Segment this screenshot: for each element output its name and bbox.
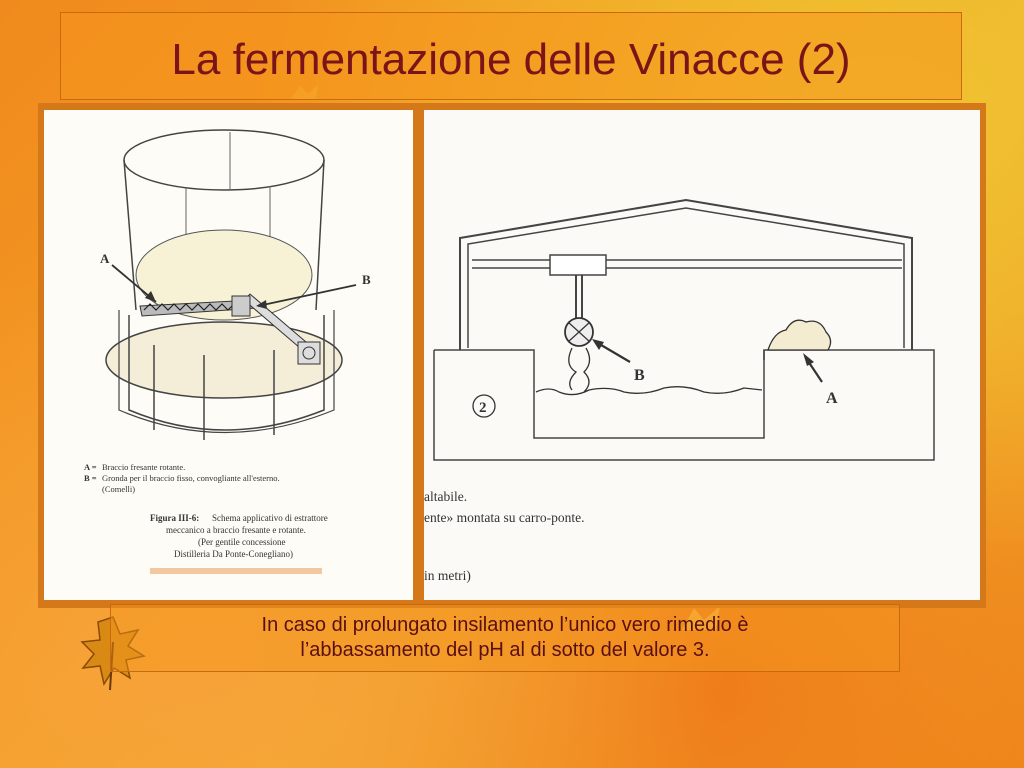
caption-underline: [150, 568, 322, 574]
label-a: A: [826, 390, 838, 407]
legend-a-text: Braccio fresante rotante.: [102, 462, 186, 472]
cropped-text-line3: in metri): [424, 568, 471, 583]
legend-b-key: B =: [84, 473, 97, 483]
caption-line-2: l’abbassamento del pH al di sotto del valore 3.: [300, 639, 710, 661]
label-b: B: [362, 272, 371, 287]
cropped-text-line1: altabile.: [424, 489, 468, 504]
legend-b-text: Gronda per il braccio fisso, convogliante all'esterno.: [102, 473, 280, 483]
legend-b-note: (Comelli): [102, 484, 136, 494]
slide-caption: [111, 613, 899, 663]
cropped-text-line2: ente» montata su carro-ponte.: [424, 510, 585, 525]
label-number: 2: [479, 400, 487, 416]
figure-right-panel: [424, 110, 980, 600]
extractor-diagram: [44, 110, 413, 600]
caption-line-1: In caso di prolungato insilamento l’unico vero rimedio è: [261, 614, 749, 636]
figure-left-panel: [44, 110, 413, 600]
legend-a-key: A =: [84, 462, 97, 472]
figure-frame: [38, 103, 986, 608]
figure-caption-line2: meccanico a braccio fresante e rotante.: [166, 525, 306, 535]
figure-caption-line3: (Per gentile concessione: [198, 537, 286, 547]
figure-caption-line4: Distilleria Da Ponte-Conegliano): [174, 549, 293, 559]
title-box: [60, 12, 962, 100]
silo-diagram: [424, 110, 980, 600]
label-a: A: [100, 251, 110, 266]
slide-title: La fermentazione delle Vinacce (2): [171, 35, 851, 84]
caption-box: [110, 604, 900, 672]
figure-caption-bold: Figura III-6:: [150, 513, 200, 523]
label-b: B: [634, 367, 645, 384]
figure-caption-line1: Schema applicativo di estrattore: [212, 513, 328, 523]
